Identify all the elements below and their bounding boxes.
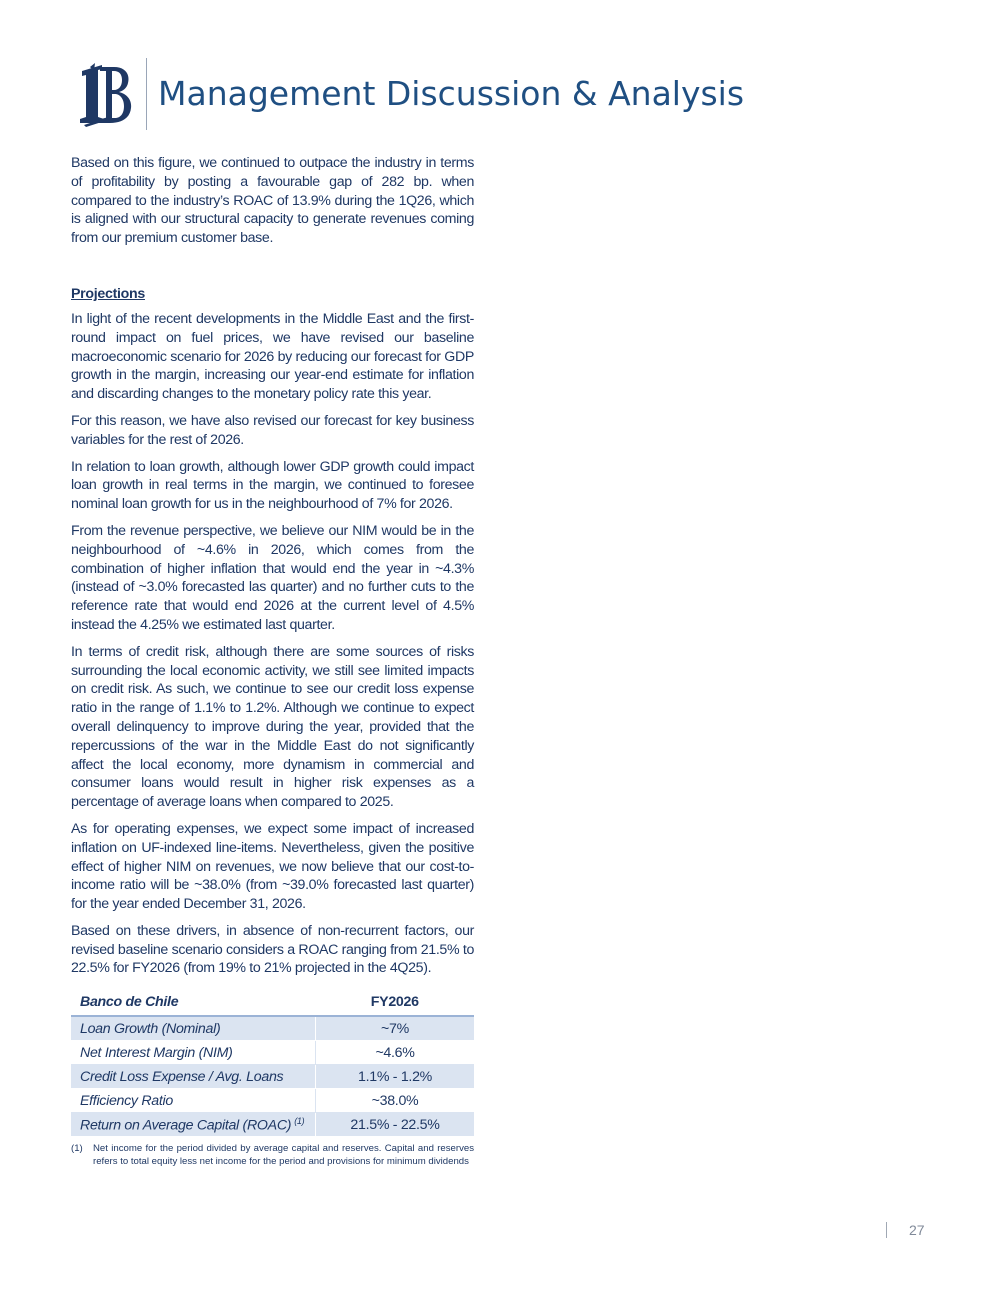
projections-paragraph: In light of the recent developments in the Middle East and the first-round impact on fuel prices, we have revised our baseline macroeconomic scenario for 2026 by reducing our forecast for GDP growth in the margin, increasing our year-end estimate for inflation and discarding changes to the monetary policy rate this year. xyxy=(71,310,474,403)
page-header xyxy=(78,56,744,132)
guidance-table xyxy=(71,989,474,1137)
footnote-text: Net income for the period divided by average capital and reserves. Capital and reserves refers to total equity less net income for the period and provisions for minimum dividends xyxy=(93,1143,474,1167)
table-cell-value: ~7% xyxy=(316,1016,475,1041)
table-header-metric: Banco de Chile xyxy=(71,989,316,1016)
table-header-row xyxy=(71,989,474,1016)
table-cell-metric: Net Interest Margin (NIM) xyxy=(71,1041,316,1065)
page-number-value: 27 xyxy=(909,1222,925,1238)
bank-logo-mark xyxy=(78,61,134,127)
projections-paragraph: Based on these drivers, in absence of non-recurrent factors, our revised baseline scenario considers a ROAC ranging from 21.5% to 22.5% for FY2026 (from 19% to 21% projected in the 4Q25). xyxy=(71,922,474,977)
table-cell-metric: Loan Growth (Nominal) xyxy=(71,1016,316,1041)
table-row xyxy=(71,1065,474,1089)
table-footnote xyxy=(71,1143,474,1168)
projections-paragraph: For this reason, we have also revised our forecast for key business variables for the rest of 2026. xyxy=(71,412,474,448)
table-row xyxy=(71,1113,474,1137)
table-row xyxy=(71,1089,474,1113)
footnote-mark: (1) xyxy=(71,1143,83,1155)
projections-paragraph: In relation to loan growth, although lower GDP growth could impact loan growth in real terms in the margin, we continued to foresee nominal loan growth for us in the neighbourhood of 7% for 2026. xyxy=(71,458,474,513)
table-cell-value: ~4.6% xyxy=(316,1041,475,1065)
table-row xyxy=(71,1041,474,1065)
intro-paragraph: Based on this figure, we continued to outpace the industry in terms of profitability by posting a favourable gap of 282 bp. when compared to the industry’s ROAC of 13.9% during the 1Q26, which is aligned with our structural capacity to generate revenues coming from our premium customer base. xyxy=(71,155,474,247)
page-number xyxy=(886,1222,925,1238)
projections-paragraph: From the revenue perspective, we believe our NIM would be in the neighbourhood of ~4.6% in 2026, which comes from the combination of higher inflation that would end the year in ~4.3% (instead of ~3.0% forecasted las quarter) and no further cuts to the reference rate that would end 2026 at the current level of 4.5% instead the 4.25% we estimated last quarter. xyxy=(71,522,474,633)
main-content xyxy=(71,154,474,1168)
roac-label: Return on Average Capital (ROAC) xyxy=(80,1117,292,1134)
projections-paragraph: As for operating expenses, we expect some impact of increased inflation on UF-indexed line-items. Nevertheless, given the positive effect of higher NIM on revenues, we now believe that our cost-to-income ratio will be ~38.0% (from ~39.0% forecasted last quarter) for the year ended December 31, 2026. xyxy=(71,820,474,913)
table-cell-value: 1.1% - 1.2% xyxy=(316,1065,475,1089)
page-title: Management Discussion & Analysis xyxy=(158,73,745,113)
projections-paragraph: In terms of credit risk, although there are some sources of risks surrounding the local economic activity, we still see limited impacts on credit risk. As such, we continue to see our credit loss expense ratio in the range of 1.1% to 1.2%. Although we continue to expect overall delinquency to improve during the year, provided that the repercussions of the war in the Middle East do not significantly affect the local economy, more dynamism in commercial and consumer loans would result in higher risk expenses as a percentage of average loans when compared to 2025. xyxy=(71,643,474,811)
table-header-value: FY2026 xyxy=(316,989,475,1016)
projections-heading: Projections xyxy=(71,285,145,302)
table-cell-metric: Efficiency Ratio xyxy=(71,1089,316,1113)
bank-logo xyxy=(78,59,136,129)
table-cell-metric: Credit Loss Expense / Avg. Loans xyxy=(71,1065,316,1089)
table-cell-value: ~38.0% xyxy=(316,1089,475,1113)
table-row xyxy=(71,1016,474,1041)
page-number-divider xyxy=(886,1222,887,1238)
header-divider xyxy=(146,58,147,130)
table-cell-metric xyxy=(71,1113,316,1137)
footnote-reference: (1) xyxy=(294,1115,305,1126)
table-cell-value: 21.5% - 22.5% xyxy=(316,1113,475,1137)
